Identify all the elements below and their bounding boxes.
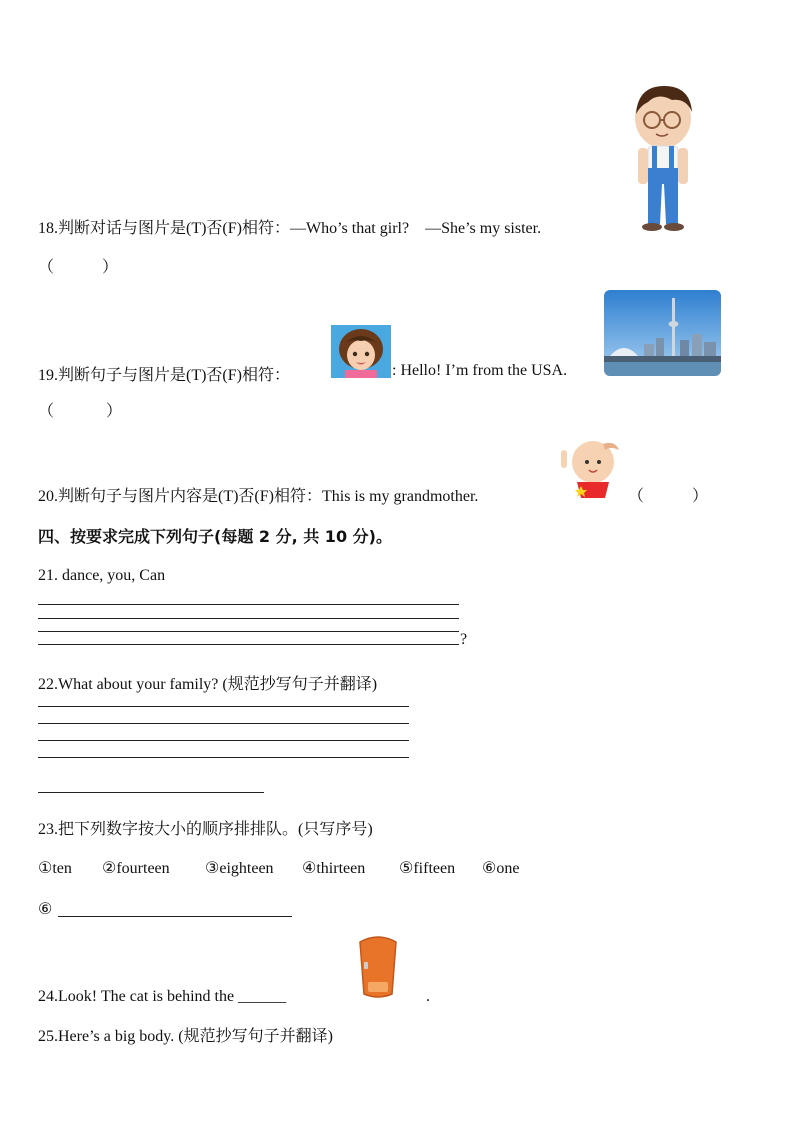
- question-18: 18.判断对话与图片是(T)否(F)相符：—Who’s that girl? —She’s my sister.: [38, 220, 542, 237]
- answer-line-21-1[interactable]: [38, 604, 459, 605]
- question-24-end: .: [426, 988, 430, 1005]
- question-21-end-mark: ?: [460, 631, 468, 648]
- option-1: ①ten: [38, 860, 72, 877]
- question-19: 19.判断句子与图片是(T)否(F)相符：: [38, 367, 290, 384]
- boy-illustration: [628, 84, 698, 232]
- answer-line-21-2[interactable]: [38, 618, 459, 619]
- girl-avatar: [331, 325, 391, 378]
- answer-line-22-5[interactable]: [38, 792, 264, 793]
- option-2: ②fourteen: [102, 860, 170, 877]
- city-skyline-photo: [604, 290, 721, 376]
- question-23: 23.把下列数字按大小的顺序排排队。(只写序号): [38, 821, 373, 838]
- door-illustration: [356, 934, 400, 1000]
- answer-line-22-2[interactable]: [38, 723, 409, 724]
- answer-line-22-3[interactable]: [38, 740, 409, 741]
- question-24: 24.Look! The cat is behind the ______: [38, 988, 287, 1005]
- answer-line-21-4[interactable]: [38, 644, 459, 645]
- answer-line-23[interactable]: [58, 916, 292, 917]
- answer-line-22-1[interactable]: [38, 706, 409, 707]
- option-5: ⑤fifteen: [399, 860, 456, 877]
- cartoon-kid-illustration: [557, 436, 627, 500]
- question-19-sentence: : Hello! I’m from the USA.: [392, 362, 568, 379]
- question-20: 20.判断句子与图片内容是(T)否(F)相符：This is my grandmother.: [38, 488, 479, 505]
- answer-prefix-23: ⑥: [38, 901, 53, 918]
- answer-blank-18[interactable]: （ ）: [38, 259, 119, 276]
- option-3: ③eighteen: [205, 860, 274, 877]
- answer-line-22-4[interactable]: [38, 757, 409, 758]
- section-4-title: 四、按要求完成下列句子(每题 2 分, 共 10 分)。: [38, 527, 392, 546]
- answer-blank-20[interactable]: （ ）: [628, 488, 709, 505]
- option-6: ⑥one: [482, 860, 520, 877]
- answer-blank-19[interactable]: （ ）: [38, 403, 123, 420]
- question-21: 21. dance, you, Can: [38, 567, 166, 584]
- question-22: 22.What about your family? (规范抄写句子并翻译): [38, 676, 378, 693]
- question-25: 25.Here’s a big body. (规范抄写句子并翻译): [38, 1028, 333, 1045]
- answer-line-21-3[interactable]: [38, 631, 459, 632]
- option-4: ④thirteen: [302, 860, 366, 877]
